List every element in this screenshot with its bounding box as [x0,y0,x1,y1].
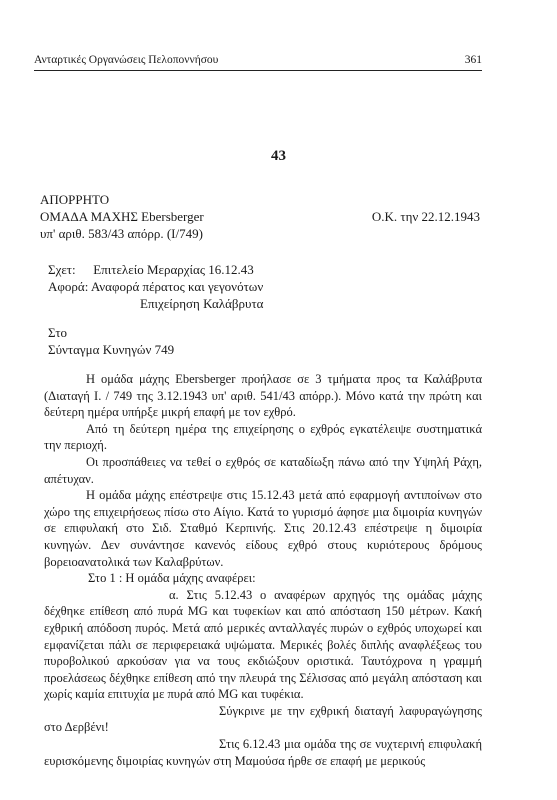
place-date: Ο.Κ. την 22.12.1943 [371,209,480,224]
body-paragraph: Από τη δεύτερη ημέρα της επιχείρησης ο εχθρός εγκατέλειψε συστηματικά την περιοχή. [44,421,482,453]
regarding-value: Αναφορά πέρατος και γεγονότων [90,279,264,294]
body-paragraph: Σύγκρινε με την εχθρική διαταγή λαφυραγώγησης στο Δερβένι! [44,703,482,735]
regarding-row [48,278,478,295]
body-paragraph: Η ομάδα μάχης Ebersberger προήλασε σε 3 τμήματα προς τα Καλάβρυτα (Διαταγή I. / 749 της 3.12.1943 υπ' αριθ. 541/43 απόρρ.). Μόνο κατά την πρώτη και δεύτερη ημέρα υπήρξε μικρή επαφή με τον εχθρό. [44,372,482,420]
addressee-recipient: Σύνταγμα Κυνηγών 749 [48,342,175,357]
addressee-to-label: Στο [48,325,68,340]
subject-value: Επιτελείο Μεραρχίας 16.12.43 [93,262,254,277]
addressee-block [48,324,478,358]
header-rule [34,70,482,71]
body-text [44,371,482,769]
body-paragraph: Οι προσπάθειες να τεθεί ο εχθρός σε καταδίωξη πάνω από την Υψηλή Ράχη, απέτυχαν. [44,454,482,486]
body-paragraph: Στις 6.12.43 μια ομάδα της σε νυχτερινή επιφυλακή ευρισκόμενης διμοιρίας κυνηγών στη Μαμούσα ήρθε σε επαφή με μερικούς [44,737,482,768]
page-number: 361 [464,54,482,66]
unit-name: ΟΜΑΔΑ ΜΑΧΗΣ Ebersberger [40,209,204,224]
document-number: 43 [271,148,286,164]
regarding-row-2 [48,295,478,312]
subject-row [48,261,478,278]
reference-number: υπ' αριθ. 583/43 απόρρ. (I/749) [40,226,203,241]
body-paragraph: Η ομάδα μάχης επέστρεψε στις 15.12.43 μετά από εφαρμογή αντιποίνων στο χώρο της επιχειρήσεως πίσω στο Αίγιο. Κατά το γυρισμό άφησε μια διμοιρία κυνηγών σε επιφυλακή στο Σιδ. Σταθμό Κερπινής. Στις 20.12.43 επέστρεψε η διμοιρία κυνηγών. Δεν συνάντησε κανενός είδους εχθρό στους κυριότερους δρόμους βορειοανατολικά των Καλαβρύτων. [44,488,482,569]
running-head-title: Ανταρτικές Οργανώσεις Πελοποννήσου [34,54,219,66]
regarding-value-2: Επιχείρηση Καλάβρυτα [140,296,264,311]
classification-label: ΑΠΟΡΡΗΤΟ [40,192,110,207]
body-paragraph: α. Στις 5.12.43 ο αναφέρων αρχηγός της ομάδας μάχης δέχθηκε επίθεση από πυρά MG και τυφεκίων και από απόσταση 150 μέτρων. Κακή εχθρική απόδοση πυρός. Μετά από μερικές ανταλλαγές πυρών ο εχθρός υποχωρεί και εμφανίζεται πάλι σε περιφερειακά υψώματα. Μερικές βολές διπλής αναφλέξεως του πυροβολικού αρκούσαν για να τους εκδιώξουν οριστικά. Ταυτόχρονα η γραμμή προελάσεως δέχθηκε επίθεση από την πλευρά της Σέλισσας από μεγάλη απόσταση και χωρίς καμία επιτυχία με πυρά από MG και τυφέκια. [44,587,482,702]
subject-label: Σχετ: [48,262,76,277]
regarding-label: Αφορά: [48,279,89,294]
reference-block [48,261,478,312]
letterhead [40,191,480,242]
body-paragraph: Στο 1 : Η ομάδα μάχης αναφέρει: [88,571,256,586]
running-head [34,52,482,68]
